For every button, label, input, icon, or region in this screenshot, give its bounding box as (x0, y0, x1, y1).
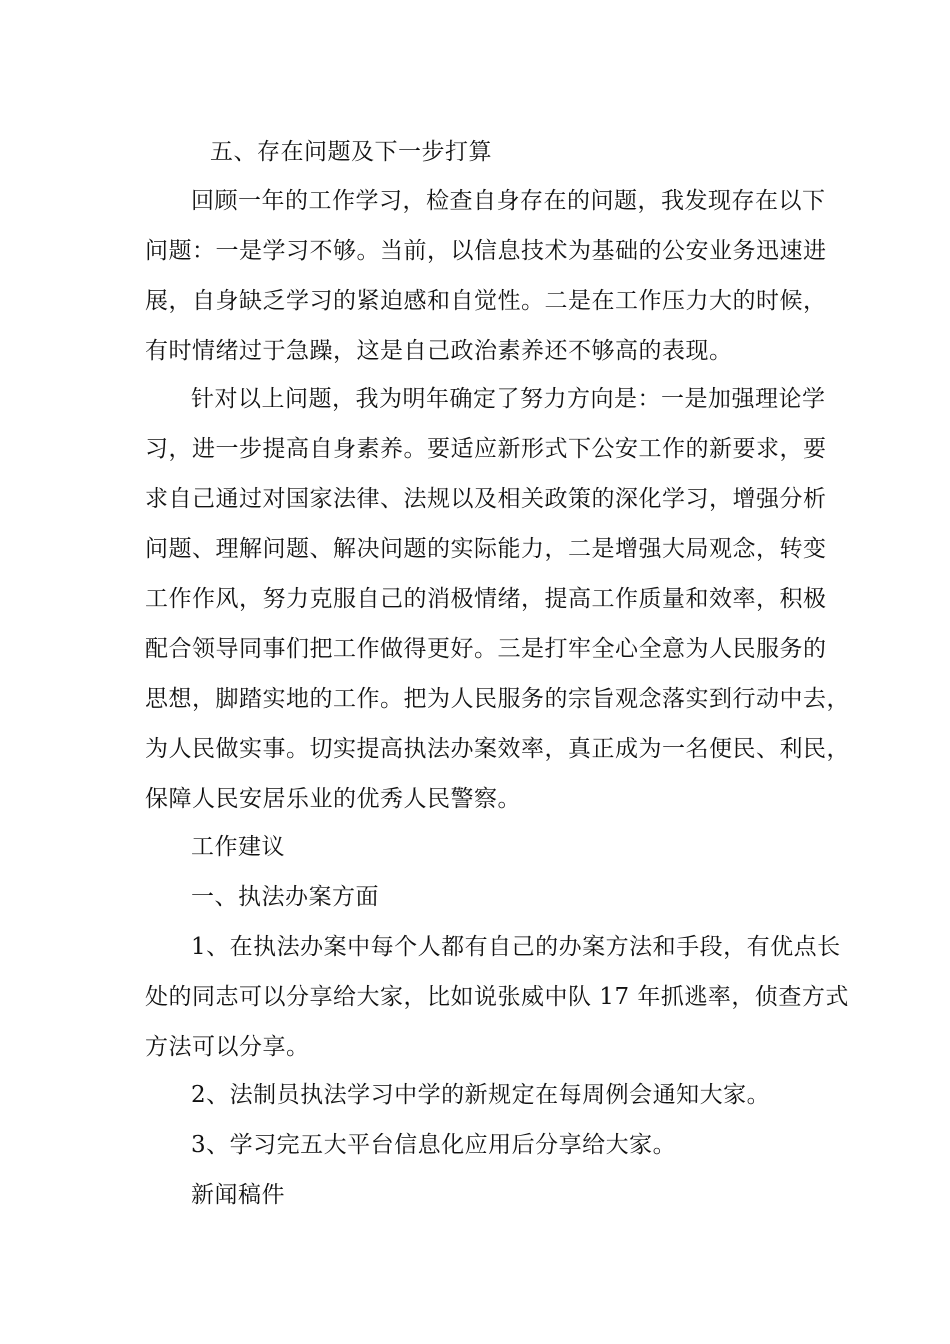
paragraph-line: 问题、理解问题、解决问题的实际能力，二是增强大局观念，转变 (145, 536, 827, 562)
paragraph-line: 为人民做实事。切实提高执法办案效率，真正成为一名便民、利民， (145, 736, 850, 762)
list-item-line: 处的同志可以分享给大家，比如说张威中队 17 年抓逃率，侦查方式 (145, 984, 849, 1010)
paragraph-line: 回顾一年的工作学习，检查自身存在的问题，我发现存在以下 (191, 188, 826, 214)
paragraph-line: 问题：一是学习不够。当前，以信息技术为基础的公安业务迅速进 (145, 238, 827, 264)
paragraph-line: 保障人民安居乐业的优秀人民警察。 (145, 786, 521, 812)
subsection-title: 一、执法办案方面 (191, 884, 379, 910)
paragraph-line: 工作作风，努力克服自己的消极情绪，提高工作质量和效率，积极 (145, 586, 827, 612)
paragraph-line: 针对以上问题，我为明年确定了努力方向是：一是加强理论学 (191, 386, 826, 412)
paragraph-line: 习，进一步提高自身素养。要适应新形式下公安工作的新要求，要 (145, 436, 827, 462)
work-suggestions-title: 工作建议 (191, 834, 285, 860)
paragraph-line: 思想，脚踏实地的工作。把为人民服务的宗旨观念落实到行动中去， (145, 686, 850, 712)
paragraph-line: 展，自身缺乏学习的紧迫感和自觉性。二是在工作压力大的时候， (145, 288, 827, 314)
list-item: 3、学习完五大平台信息化应用后分享给大家。 (191, 1132, 677, 1158)
paragraph-line: 求自己通过对国家法律、法规以及相关政策的深化学习，增强分析 (145, 486, 827, 512)
list-item-line: 方法可以分享。 (145, 1034, 310, 1060)
paragraph-line: 配合领导同事们把工作做得更好。三是打牢全心全意为人民服务的 (145, 636, 827, 662)
list-item: 2、法制员执法学习中学的新规定在每周例会通知大家。 (191, 1082, 771, 1108)
list-item-line: 1、在执法办案中每个人都有自己的办案方法和手段，有优点长 (191, 934, 841, 960)
paragraph-line: 有时情绪过于急躁，这是自己政治素养还不够高的表现。 (145, 338, 733, 364)
section-heading: 五、存在问题及下一步打算 (210, 139, 492, 165)
news-title: 新闻稿件 (191, 1182, 285, 1208)
